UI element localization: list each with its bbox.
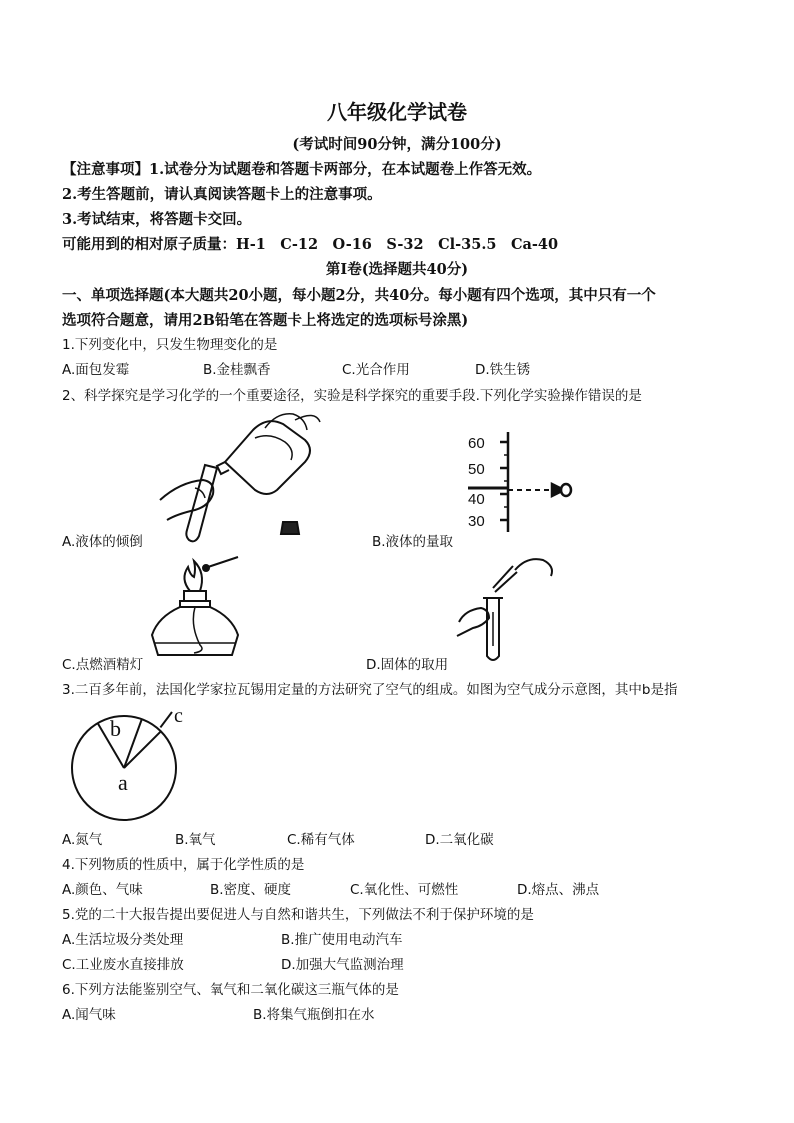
pie-slice-boundary [124, 719, 142, 768]
q1-option-a: A.面包发霉 [62, 362, 130, 378]
notes-line-3: 3.考试结束，将答题卡交回。 [62, 211, 252, 228]
q4-stem: 4.下列物质的性质中，属于化学性质的是 [62, 857, 305, 873]
q4-option-d: D.熔点、沸点 [517, 882, 600, 898]
pie-slice-boundary [124, 731, 161, 768]
q5-option-d: D.加强大气监测治理 [281, 957, 404, 973]
q2-option-c: C.点燃酒精灯 [62, 657, 144, 673]
cylinder-tick-60: 60 [468, 435, 485, 452]
page-title: 八年级化学试卷 [327, 100, 467, 124]
q3-option-b: B.氧气 [175, 832, 216, 848]
measuring-cylinder-illustration [460, 428, 575, 536]
solid-taking-illustration [455, 552, 560, 664]
q6-stem: 6.下列方法能鉴别空气、氧气和二氧化碳这三瓶气体的是 [62, 982, 399, 998]
section-heading-line-2: 选项符合题意，请用2B铅笔在答题卡上将选定的选项标号涂黑) [62, 312, 469, 329]
q3-option-c: C.稀有气体 [287, 832, 355, 848]
q5-option-a: A.生活垃圾分类处理 [62, 932, 184, 948]
q2-stem: 2、科学探究是学习化学的一个重要途径，实验是科学探究的重要手段.下列化学实验操作错误的是 [62, 388, 642, 404]
air-composition-pie [70, 700, 200, 825]
q4-option-b: B.密度、硬度 [210, 882, 292, 898]
section-heading-line-1: 一、单项选择题(本大题共20小题，每小题2分，共40分。每小题有四个选项，其中只有一个 [62, 287, 656, 304]
pie-label-c-leader [160, 712, 172, 727]
q6-option-b: B.将集气瓶倒扣在水 [253, 1007, 375, 1023]
q5-option-c: C.工业废水直接排放 [62, 957, 184, 973]
q1-option-c: C.光合作用 [342, 362, 410, 378]
q3-stem: 3.二百多年前，法国化学家拉瓦锡用定量的方法研究了空气的组成。如图为空气成分示意图，其中b是指 [62, 682, 678, 698]
pie-label-b: b [110, 716, 121, 741]
q1-stem: 1.下列变化中，只发生物理变化的是 [62, 337, 278, 353]
cylinder-tick-40: 40 [468, 491, 485, 508]
q2-option-a: A.液体的倾倒 [62, 534, 143, 550]
q5-stem: 5.党的二十大报告提出要促进人与自然和谐共生，下列做法不利于保护环境的是 [62, 907, 534, 923]
volume-heading: 第Ⅰ卷(选择题共40分) [325, 261, 469, 278]
notes-line-2: 2.考生答题前，请认真阅读答题卡上的注意事项。 [62, 186, 382, 203]
q2-option-b: B.液体的量取 [372, 534, 454, 550]
q6-option-a: A.闻气味 [62, 1007, 116, 1023]
exam-subtitle: (考试时间90分钟，满分100分) [292, 136, 502, 153]
liquid-pouring-illustration [155, 410, 320, 545]
q4-option-a: A.颜色、气味 [62, 882, 143, 898]
q2-option-d: D.固体的取用 [366, 657, 449, 673]
q3-option-a: A.氮气 [62, 832, 103, 848]
cylinder-tick-30: 30 [468, 513, 485, 530]
q1-option-d: D.铁生锈 [475, 362, 531, 378]
q3-option-d: D.二氧化碳 [425, 832, 494, 848]
atomic-mass-line: 可能用到的相对原子质量：H-1 C-12 O-16 S-32 Cl-35.5 Ca-40 [62, 236, 559, 253]
q5-option-b: B.推广使用电动汽车 [281, 932, 403, 948]
q4-option-c: C.氧化性、可燃性 [350, 882, 459, 898]
pie-label-a: a [118, 770, 128, 795]
cylinder-tick-50: 50 [468, 461, 485, 478]
alcohol-lamp-illustration [150, 555, 240, 665]
notes-line-1: 【注意事项】1.试卷分为试题卷和答题卡两部分，在本试题卷上作答无效。 [62, 161, 542, 178]
q1-option-b: B.金桂飘香 [203, 362, 271, 378]
pie-label-c: c [174, 705, 183, 727]
